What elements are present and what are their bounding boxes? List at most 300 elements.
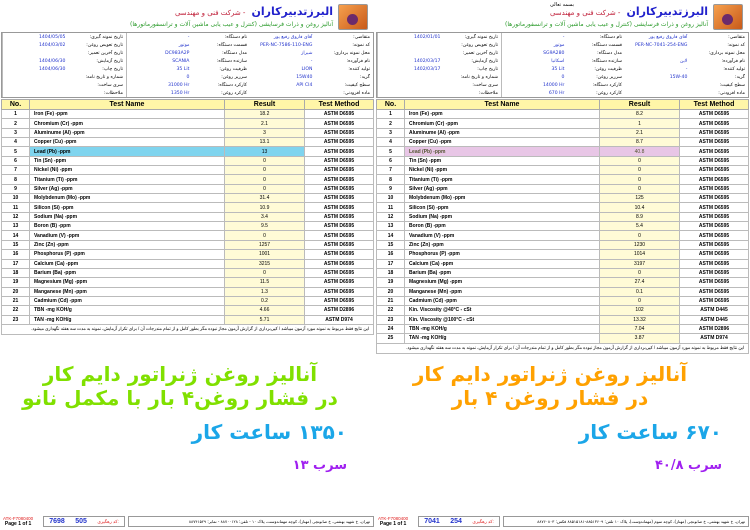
sample-info-box <box>376 32 749 98</box>
info-label: ملاحظات: <box>478 91 498 96</box>
tracking-label: کد رهگیری: <box>472 518 494 524</box>
test-name: Titanium (Ti) -ppm <box>30 175 225 184</box>
table-row <box>2 156 374 165</box>
table-row <box>2 194 374 203</box>
row-number: 8 <box>377 175 405 184</box>
table-row <box>377 110 749 119</box>
lead-value-label: سرب ۱۳ <box>292 458 347 473</box>
row-number: 4 <box>377 138 405 147</box>
test-method: ASTM D6595 <box>305 156 374 165</box>
test-method: ASTM D6595 <box>305 222 374 231</box>
test-name: Molybdenum (Mo) -ppm <box>30 194 225 203</box>
tracking-number-a: 254 <box>450 518 462 525</box>
info-value: 1404/03/02 <box>38 43 66 48</box>
test-result: 5.71 <box>225 315 305 324</box>
table-row <box>377 184 749 193</box>
test-result: 1.3 <box>225 287 305 296</box>
form-code: ATK-F7080400 <box>378 516 409 521</box>
info-label: نام فرآورده: <box>721 59 745 64</box>
row-number: 2 <box>2 119 30 128</box>
info-label: شماره و تاریخ نامه: <box>85 75 123 80</box>
info-value: شیراز <box>301 51 313 56</box>
test-result: 3 <box>225 128 305 137</box>
row-number: 7 <box>377 166 405 175</box>
table-row <box>377 296 749 305</box>
test-result: 27.4 <box>600 278 680 287</box>
test-result: 1001 <box>225 250 305 259</box>
row-number: 14 <box>2 231 30 240</box>
row-number: 10 <box>377 194 405 203</box>
test-name: Cadmium (Cd) -ppm <box>30 296 225 305</box>
test-name: TBN -mg KOH/g <box>405 324 600 333</box>
test-name: Titanium (Ti) -ppm <box>405 175 600 184</box>
info-row <box>127 74 250 82</box>
test-method: ASTM D6595 <box>305 259 374 268</box>
info-value: 0 <box>186 75 190 80</box>
test-name: Molybdenum (Mo) -ppm <box>405 194 600 203</box>
column-header-name: Test Name <box>30 100 225 110</box>
company-name: البرزتدبیرکاران <box>626 5 708 18</box>
table-row <box>2 296 374 305</box>
table-row <box>2 184 374 193</box>
test-method: ASTM D6595 <box>680 138 749 147</box>
info-value: PER-NC-7586-110-ENG <box>260 43 313 48</box>
test-result: 3215 <box>225 259 305 268</box>
info-column <box>2 33 126 97</box>
info-label: سازنده دستگاه: <box>591 59 622 64</box>
tracking-label: کد رهگیری: <box>97 518 119 524</box>
form-code-block <box>378 516 408 527</box>
row-number: 14 <box>377 231 405 240</box>
row-number: 4 <box>2 138 30 147</box>
info-value: 35 Lit <box>176 67 190 72</box>
info-label: کد نمونه: <box>352 43 370 48</box>
info-row <box>378 90 501 98</box>
info-column <box>250 33 373 97</box>
info-label: تاریخ تعویض روغن: <box>86 43 123 48</box>
info-label: سطح کیفیت: <box>719 83 745 88</box>
page-indicator: Page 1 of 1 <box>379 521 407 527</box>
working-hours-label: ۶۷۰ ساعت کار <box>578 420 722 444</box>
info-label: تاریخ آزمایش: <box>471 59 498 64</box>
table-row <box>377 306 749 315</box>
info-label: متقاضی: <box>728 35 745 40</box>
test-name: Kin. Viscosity @40°C - cSt <box>405 306 600 315</box>
info-value: - <box>562 35 565 40</box>
test-name: TAN -mg KOH/g <box>30 315 225 324</box>
test-method: ASTM D6595 <box>305 212 374 221</box>
test-result: 7.04 <box>600 324 680 333</box>
column-header-result: Result <box>600 100 680 110</box>
table-row <box>2 231 374 240</box>
test-name: Barium (Ba) -ppm <box>30 268 225 277</box>
test-method: ASTM D6595 <box>680 110 749 119</box>
test-result: 0 <box>225 268 305 277</box>
info-row <box>502 58 625 66</box>
info-value: PER-NC-7041-254-ENG <box>635 43 688 48</box>
column-header-no: No. <box>2 100 30 110</box>
test-name: Iron (Fe) -ppm <box>405 110 600 119</box>
info-value <box>378 90 444 98</box>
info-row <box>3 58 126 66</box>
tracking-number-b: 7041 <box>424 518 440 525</box>
test-name: Magnesium (Mg) -ppm <box>30 278 225 287</box>
info-row <box>502 90 625 98</box>
row-number: 8 <box>2 175 30 184</box>
test-name: Zinc (Zn) -ppm <box>30 240 225 249</box>
address-text: تهران، خ شهید بهشتی، خ صابونچی (مهناز)، کوچه مهماندوست، پلاک ۱۰ - تلفن: ۸۸۷۰۰۱۲۸ - نمابر: ۸۸۷۴۱۵۲۹ <box>128 516 374 527</box>
note-row <box>2 324 374 334</box>
info-row <box>502 82 625 90</box>
test-method: ASTM D6595 <box>305 287 374 296</box>
column-header-method: Test Method <box>305 100 374 110</box>
info-value: 35 Lit <box>551 67 565 72</box>
info-label: تاریخ چاپ: <box>102 67 123 72</box>
table-row <box>377 203 749 212</box>
info-value <box>3 50 69 58</box>
info-value: 1402/03/17 <box>413 59 441 64</box>
test-result: 0 <box>225 156 305 165</box>
info-value <box>378 74 444 82</box>
test-name: Calcium (Ca) -ppm <box>30 259 225 268</box>
table-row <box>377 250 749 259</box>
test-result: 4.66 <box>225 306 305 315</box>
row-number: 22 <box>377 306 405 315</box>
row-number: 18 <box>2 268 30 277</box>
test-result: 0 <box>600 166 680 175</box>
table-row <box>2 250 374 259</box>
info-value: - <box>685 67 688 72</box>
column-header-no: No. <box>377 100 405 110</box>
test-method: ASTM D6595 <box>305 194 374 203</box>
info-row <box>502 50 625 58</box>
info-row <box>3 74 126 82</box>
test-result: 0 <box>600 268 680 277</box>
company-name: البرزتدبیرکاران <box>251 5 333 18</box>
test-method: ASTM D6595 <box>680 175 749 184</box>
row-number: 5 <box>377 147 405 156</box>
info-row <box>378 82 501 90</box>
test-method: ASTM D6595 <box>680 119 749 128</box>
info-row <box>250 50 373 58</box>
test-name: Iron (Fe) -ppm <box>30 110 225 119</box>
test-method: ASTM D6595 <box>305 147 374 156</box>
info-label: مدل دستگاه: <box>222 51 247 56</box>
test-result: 31.4 <box>225 194 305 203</box>
test-result: 10.9 <box>225 203 305 212</box>
note-row <box>377 343 749 353</box>
info-row <box>3 90 126 98</box>
table-row <box>2 278 374 287</box>
test-result: 0 <box>225 184 305 193</box>
test-method: ASTM D6595 <box>680 194 749 203</box>
test-method: ASTM D6595 <box>680 259 749 268</box>
info-row <box>127 90 250 98</box>
row-number: 1 <box>2 110 30 119</box>
row-number: 18 <box>377 268 405 277</box>
table-header-row <box>377 100 749 110</box>
test-name: TBN -mg KOH/g <box>30 306 225 315</box>
row-number: 3 <box>377 128 405 137</box>
info-value: موتور <box>553 43 565 48</box>
row-number: 20 <box>377 287 405 296</box>
info-label: قسمت دستگاه: <box>591 43 622 48</box>
row-number: 23 <box>377 315 405 324</box>
test-result: 0 <box>600 296 680 305</box>
info-label: تاریخ آزمایش: <box>96 59 123 64</box>
info-row <box>127 50 250 58</box>
results-table <box>1 99 374 335</box>
test-method: ASTM D6595 <box>680 147 749 156</box>
info-value: 0 <box>561 75 565 80</box>
test-method: ASTM D6595 <box>680 278 749 287</box>
row-number: 21 <box>2 296 30 305</box>
table-row <box>377 278 749 287</box>
info-label: تاریخ نمونه گیری: <box>89 35 123 40</box>
info-label: کارکرد دستگاه: <box>217 83 247 88</box>
tracking-number-b: 7698 <box>49 518 65 525</box>
info-label: تولید کننده: <box>348 67 370 72</box>
row-number: 17 <box>2 259 30 268</box>
bismillah-text: بسمه تعالی <box>550 2 575 8</box>
test-method: ASTM D6595 <box>305 128 374 137</box>
info-label: سری ساخت: <box>97 83 123 88</box>
info-row <box>3 66 126 74</box>
caption-line-2: در فشار روغن۴ بار با مکمل نانو <box>22 386 338 410</box>
test-method: ASTM D6595 <box>305 278 374 287</box>
info-label: تاریخ نمونه گیری: <box>464 35 498 40</box>
disclaimer-note: این نتایج فقط مربوط به نمونه مورد آزمون میباشد / کپی‌برداری از گزارش آزمون مجاز نبوده مگر بطور کامل و از تمام مندرجات آن / برای تکرار آزمایش، نمونه به مدت سه هفته نگهداری میشود. <box>377 343 749 353</box>
test-result: 3197 <box>600 259 680 268</box>
info-label: ظرفیت روغن: <box>594 67 622 72</box>
info-value <box>3 74 69 82</box>
company-logo-icon <box>713 4 743 30</box>
info-label: نام دستگاه: <box>599 35 622 40</box>
table-row <box>377 156 749 165</box>
info-label: قسمت دستگاه: <box>216 43 247 48</box>
info-label: سرریز روغن: <box>221 75 247 80</box>
info-row <box>502 42 625 50</box>
info-row <box>625 58 748 66</box>
info-value: 15W40 <box>296 75 313 80</box>
row-number: 19 <box>377 278 405 287</box>
row-number: 16 <box>2 250 30 259</box>
company-title <box>550 5 708 18</box>
test-name: Lead (Pb) -ppm <box>405 147 600 156</box>
info-value <box>378 50 444 58</box>
table-row <box>377 268 749 277</box>
table-row <box>377 166 749 175</box>
row-number: 21 <box>377 296 405 305</box>
test-method: ASTM D2896 <box>305 306 374 315</box>
row-number: 9 <box>2 184 30 193</box>
table-row <box>377 147 749 156</box>
row-number: 11 <box>377 203 405 212</box>
table-row <box>2 259 374 268</box>
info-label: متقاضی: <box>353 35 370 40</box>
test-method: ASTM D6595 <box>680 222 749 231</box>
info-value: لاین <box>680 59 688 64</box>
caption-title <box>385 362 715 410</box>
row-number: 19 <box>2 278 30 287</box>
table-row <box>377 119 749 128</box>
test-name: Tin (Sn) -ppm <box>405 156 600 165</box>
test-result: 0 <box>225 166 305 175</box>
table-row <box>2 128 374 137</box>
row-number: 9 <box>377 184 405 193</box>
info-value <box>378 42 444 50</box>
table-row <box>2 119 374 128</box>
test-method: ASTM D6595 <box>680 268 749 277</box>
info-value: آقای فاروق رفیع پور <box>273 35 313 40</box>
test-result: 13.1 <box>225 138 305 147</box>
test-result: 13 <box>225 147 305 156</box>
test-name: Barium (Ba) -ppm <box>405 268 600 277</box>
table-row <box>377 128 749 137</box>
test-name: Nickel (Ni) -ppm <box>405 166 600 175</box>
test-method: ASTM D974 <box>305 315 374 324</box>
info-value <box>378 82 444 90</box>
info-label: ماده افزودنی: <box>343 91 370 96</box>
info-row <box>625 82 748 90</box>
company-suffix: - شرکت فنی و مهندسی <box>174 9 246 17</box>
info-value: 1404/06/30 <box>38 67 66 72</box>
test-result: 10.4 <box>600 203 680 212</box>
info-row <box>250 58 373 66</box>
info-value: 15W-40 <box>669 75 688 80</box>
row-number: 13 <box>377 222 405 231</box>
info-row <box>3 82 126 90</box>
info-row <box>250 34 373 42</box>
test-name: Sodium (Na) -ppm <box>405 212 600 221</box>
test-name: Silicon (Si) -ppm <box>405 203 600 212</box>
info-value: 14000 Hr <box>543 83 565 88</box>
row-number: 6 <box>377 156 405 165</box>
sample-info-box <box>1 32 374 98</box>
info-row <box>625 42 748 50</box>
info-value: 1402/03/17 <box>413 67 441 72</box>
table-row <box>377 231 749 240</box>
info-row <box>625 74 748 82</box>
test-name: Aluminume (Al) -ppm <box>405 128 600 137</box>
test-result: 2.1 <box>600 128 680 137</box>
info-value: 1404/05/05 <box>38 35 66 40</box>
test-result: 11.5 <box>225 278 305 287</box>
test-method: ASTM D6595 <box>305 119 374 128</box>
table-row <box>377 194 749 203</box>
test-result: 40.8 <box>600 147 680 156</box>
info-value: SCANIA <box>172 59 190 64</box>
test-name: Chromium (Cr) -ppm <box>405 119 600 128</box>
address-text: تهران، خ شهید بهشتی، خ صابونچی (مهناز)، کوچه سوم (مهماندوست)، پلاک ۱۰ تلفن: ۸۸۵۱۳۶۰۹-۸۸۵۱۵۱۸۱ فکس: ۸۸۷۶۰۸۰۳ <box>503 516 749 527</box>
table-row <box>377 315 749 324</box>
test-name: Cadmium (Cd) -ppm <box>405 296 600 305</box>
info-value: API CI4 <box>296 83 313 88</box>
info-value: 670 Hr <box>548 91 565 96</box>
test-result: 8.9 <box>600 212 680 221</box>
test-name: Calcium (Ca) -ppm <box>405 259 600 268</box>
test-method: ASTM D6595 <box>680 287 749 296</box>
test-name: Manganese (Mn) -ppm <box>405 287 600 296</box>
test-method: ASTM D6595 <box>305 138 374 147</box>
table-row <box>2 147 374 156</box>
info-row <box>625 50 748 58</box>
info-label: محل نمونه برداری: <box>333 51 370 56</box>
test-result: 0 <box>225 231 305 240</box>
test-name: Phosphorus (P) -ppm <box>405 250 600 259</box>
test-method: ASTM D6595 <box>680 156 749 165</box>
test-result: 13.32 <box>600 315 680 324</box>
info-row <box>3 50 126 58</box>
test-method: ASTM D6595 <box>680 128 749 137</box>
test-result: 1230 <box>600 240 680 249</box>
test-method: ASTM D974 <box>680 334 749 343</box>
info-row <box>625 90 748 98</box>
results-table <box>376 99 749 354</box>
info-label: سرریز روغن: <box>596 75 622 80</box>
row-number: 3 <box>2 128 30 137</box>
info-row <box>3 34 126 42</box>
row-number: 25 <box>377 334 405 343</box>
tracking-code-box <box>418 516 500 527</box>
test-name: TAN -mg KOH/g <box>405 334 600 343</box>
info-row <box>378 42 501 50</box>
table-row <box>2 240 374 249</box>
test-result: 0.1 <box>600 287 680 296</box>
test-method: ASTM D6595 <box>680 184 749 193</box>
table-row <box>2 138 374 147</box>
table-row <box>377 222 749 231</box>
info-value: موتور <box>178 43 190 48</box>
test-name: Sodium (Na) -ppm <box>30 212 225 221</box>
info-label: ملاحظات: <box>103 91 123 96</box>
info-row <box>127 82 250 90</box>
table-row <box>377 287 749 296</box>
table-row <box>377 259 749 268</box>
test-name: Copper (Cu) -ppm <box>30 138 225 147</box>
info-value: 1404/06/30 <box>38 59 66 64</box>
info-row <box>378 50 501 58</box>
test-result: 3.4 <box>225 212 305 221</box>
info-value <box>625 82 691 90</box>
table-row <box>2 175 374 184</box>
test-method: ASTM D6595 <box>305 184 374 193</box>
company-suffix: - شرکت فنی و مهندسی <box>549 9 621 17</box>
test-name: Manganese (Mn) -ppm <box>30 287 225 296</box>
row-number: 20 <box>2 287 30 296</box>
test-method: ASTM D6595 <box>305 231 374 240</box>
info-label: تاریخ آخرین تعمیر: <box>462 51 498 56</box>
test-method: ASTM D6595 <box>680 296 749 305</box>
report-page-right <box>375 0 750 530</box>
row-number: 23 <box>2 315 30 324</box>
test-result: 9.5 <box>225 222 305 231</box>
info-row <box>625 34 748 42</box>
info-label: محل نمونه برداری: <box>708 51 745 56</box>
test-result: 102 <box>600 306 680 315</box>
column-header-result: Result <box>225 100 305 110</box>
info-value: 1350 Hr <box>170 91 190 96</box>
info-label: نام دستگاه: <box>224 35 247 40</box>
form-code: ATK-F7080400 <box>3 516 34 521</box>
test-result: 3.87 <box>600 334 680 343</box>
test-name: Tin (Sn) -ppm <box>30 156 225 165</box>
table-row <box>2 315 374 324</box>
test-result: 0 <box>600 175 680 184</box>
info-row <box>378 74 501 82</box>
row-number: 24 <box>377 324 405 333</box>
info-value: SG9A280 <box>543 51 565 56</box>
